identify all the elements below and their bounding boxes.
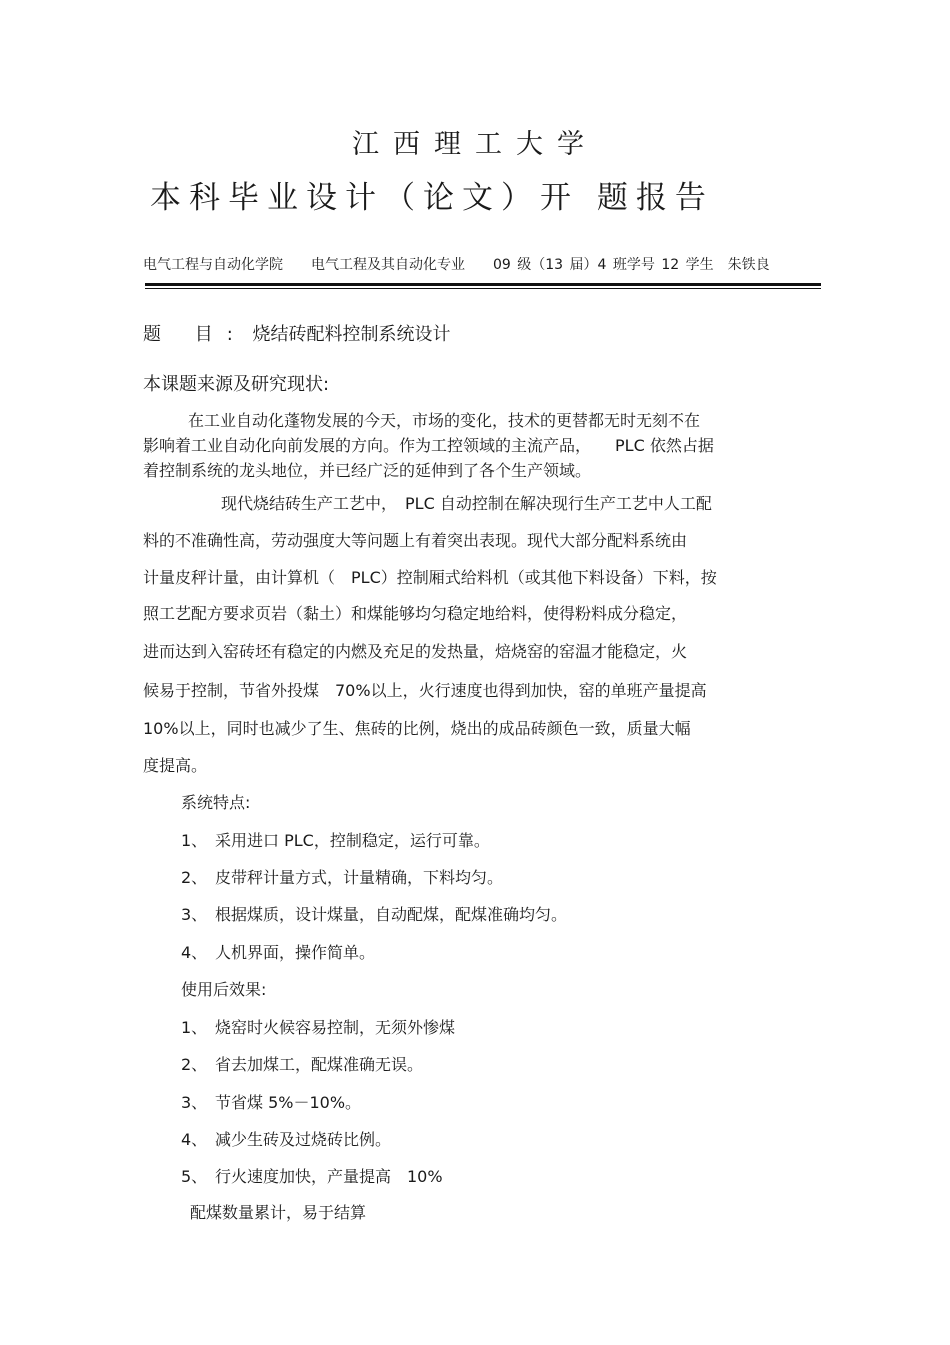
item-number: 2、: [181, 1055, 208, 1074]
university-name: 江西理工大学: [352, 129, 598, 160]
report-title: 本科毕业设计（论文）开 题报告: [150, 180, 714, 216]
item-text: 人机界面，操作简单。: [215, 943, 376, 962]
paragraph2-line: 现代烧结砖生产工艺中， PLC 自动控制在解决现行生产工艺中人工配: [221, 494, 712, 513]
item-text: 采用进口 PLC，控制稳定，运行可靠。: [215, 831, 490, 850]
item-text: 烧窑时火候容易控制，无须外惨煤: [215, 1018, 456, 1037]
item-number: 1、: [181, 1018, 208, 1037]
topic-label: 题 目:: [143, 324, 247, 345]
item-text: 根据煤质，设计煤量，自动配煤，配煤准确均匀。: [215, 905, 568, 924]
item-text: 皮带秤计量方式，计量精确，下料均匀。: [215, 868, 504, 887]
item-number: 4、: [181, 1130, 208, 1149]
item-number: 3、: [181, 1093, 208, 1112]
paragraph2-line: 料的不准确性高，劳动强度大等问题上有着突出表现。现代大部分配料系统由: [143, 531, 688, 550]
paragraph2-line: 照工艺配方要求页岩（黏土）和煤能够均匀稳定地给料，使得粉料成分稳定，: [143, 604, 688, 623]
paragraph2-line: 10%以上，同时也减少了生、焦砖的比例，烧出的成品砖颜色一致，质量大幅: [143, 719, 691, 738]
item-text: 行火速度加快，产量提高 10%: [215, 1167, 443, 1186]
item-text: 节省煤 5%－10%。: [215, 1093, 362, 1112]
paragraph2-line: 进而达到入窑砖坯有稳定的内燃及充足的发热量，焙烧窑的窑温才能稳定，火: [143, 642, 688, 661]
section-title: 本课题来源及研究现状:: [143, 374, 330, 395]
item-number: 5、: [181, 1167, 208, 1186]
header-rule-thin: [145, 288, 821, 289]
paragraph1-line: 在工业自动化蓬物发展的今天，市场的变化，技术的更替都无时无刻不在: [188, 411, 701, 430]
paragraph2-line: 计量皮秤计量，由计算机（ PLC）控制厢式给料机（或其他下料设备）下料，按: [143, 568, 717, 587]
item-number: 3、: [181, 905, 208, 924]
header-rule-thick: [145, 283, 821, 286]
topic-line: [143, 320, 451, 346]
effects-last-line: 配煤数量累计，易于结算: [190, 1203, 367, 1222]
features-heading: 系统特点:: [181, 793, 251, 812]
item-number: 1、: [181, 831, 208, 850]
department-line: 电气工程与自动化学院 电气工程及其自动化专业 09 级（13 届）4 班学号 12 学生 朱铁良: [143, 257, 770, 273]
paragraph1-line: 影响着工业自动化向前发展的方向。作为工控领域的主流产品， PLC 依然占据: [143, 436, 714, 455]
paragraph2-line: 候易于控制，节省外投煤 70%以上，火行速度也得到加快，窑的单班产量提高: [143, 681, 707, 700]
item-number: 2、: [181, 868, 208, 887]
paragraph1-line: 着控制系统的龙头地位，并已经广泛的延伸到了各个生产领域。: [143, 461, 592, 480]
item-number: 4、: [181, 943, 208, 962]
item-text: 减少生砖及过烧砖比例。: [215, 1130, 392, 1149]
topic-value: 烧结砖配料控制系统设计: [252, 324, 451, 345]
paragraph2-line: 度提高。: [143, 756, 208, 775]
item-text: 省去加煤工，配煤准确无误。: [215, 1055, 424, 1074]
effects-heading: 使用后效果:: [181, 980, 267, 999]
